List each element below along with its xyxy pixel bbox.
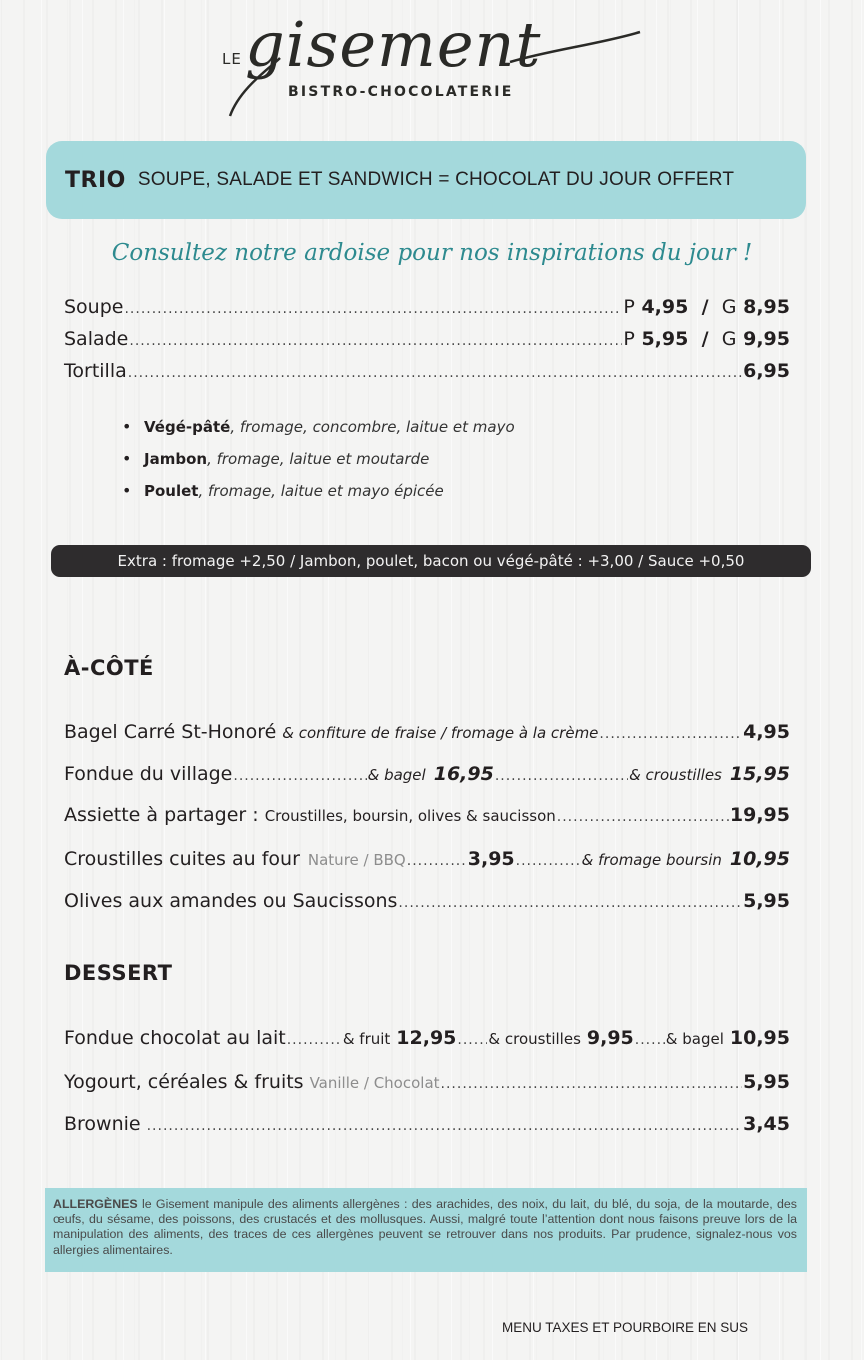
item-name: Fondue chocolat au lait: [64, 1027, 286, 1049]
item-price: 16,95: [433, 763, 494, 785]
leader-dots: [398, 895, 742, 911]
leader-dots: [635, 1032, 665, 1048]
tortilla-option: [122, 449, 429, 468]
item-price: 5,95: [743, 890, 790, 912]
leader-dots: [495, 768, 628, 784]
bullet-icon: •: [122, 449, 132, 468]
leader-dots: [441, 1076, 743, 1092]
allergens-text: le Gisement manipule des aliments allergènes : des arachides, des noix, du lait, du blé, du soja, de la moutarde, des œufs, du sésame, des poissons, des crustacés et des mollusques. Aussi, malgré toute l’attention dont nous faisons preuve lors de la manipulation des aliments, des traces de ces allergènes peuvent se retrouver dans nos produits. Par prudence, signalez-nous vos allergies alimentaires.: [53, 1197, 797, 1257]
item-option: & bagel: [367, 766, 426, 784]
tagline: Consultez notre ardoise pour nos inspirations du jour !: [111, 240, 753, 266]
option-desc: , fromage, concombre, laitue et mayo: [230, 418, 515, 436]
item-name: Olives aux amandes ou Saucissons: [64, 890, 398, 912]
logo-le: LE: [222, 50, 242, 68]
tortilla-option: [122, 481, 444, 500]
leader-dots: [516, 853, 581, 869]
menu-item-brownie: [64, 1113, 790, 1135]
menu-item-fondue-chocolat: [64, 1027, 790, 1049]
trio-text: SOUPE, SALADE ET SANDWICH = CHOCOLAT DU JOUR OFFERT: [137, 169, 735, 190]
item-option: & croustilles: [629, 766, 722, 784]
item-option: & fromage boursin: [581, 851, 722, 869]
price-separator: /: [701, 328, 709, 350]
item-price: 6,95: [743, 360, 790, 382]
menu-item-bagel: [64, 721, 790, 743]
menu-item-fondue-village: [64, 763, 790, 785]
option-desc: , fromage, laitue et mayo épicée: [198, 482, 444, 500]
menu-item-salade: [64, 328, 790, 350]
item-price: 15,95: [729, 763, 790, 785]
leader-dots: [128, 365, 742, 381]
item-name: Tortilla: [64, 360, 127, 382]
item-desc: & confiture de fraise / fromage à la crème: [282, 724, 599, 742]
leader-dots: [233, 768, 366, 784]
item-price: 10,95: [729, 848, 790, 870]
extra-text: Extra : fromage +2,50 / Jambon, poulet, bacon ou végé-pâté : +3,00 / Sauce +0,50: [117, 552, 745, 570]
item-option: & bagel: [665, 1030, 724, 1048]
bullet-icon: •: [122, 417, 132, 436]
option-name: Jambon: [144, 450, 208, 468]
item-name: Bagel Carré St-Honoré: [64, 721, 277, 743]
tortilla-option: [122, 417, 515, 436]
section-heading-dessert: DESSERT: [64, 961, 173, 985]
size-label: P: [623, 296, 635, 318]
option-name: Végé-pâté: [144, 418, 231, 436]
leader-dots: [407, 853, 467, 869]
item-price: 9,95: [586, 1027, 634, 1049]
leader-dots: [557, 809, 729, 825]
size-label: G: [721, 328, 737, 350]
item-price: 4,95: [641, 296, 689, 318]
item-option: & fruit: [342, 1030, 391, 1048]
leader-dots: [457, 1032, 487, 1048]
item-name: Assiette à partager :: [64, 804, 259, 826]
section-heading-a-cote: À-CÔTÉ: [64, 656, 154, 680]
item-variants: Nature / BBQ: [307, 851, 406, 869]
item-price: 5,95: [641, 328, 689, 350]
menu-item-croustilles: [64, 848, 790, 870]
leader-dots: [129, 333, 622, 349]
logo-swash-icon: [210, 28, 650, 128]
item-name: Yogourt, céréales & fruits: [64, 1071, 304, 1093]
item-price: 10,95: [729, 1027, 790, 1049]
menu-item-yogourt: [64, 1071, 790, 1093]
trio-label: TRIO: [65, 167, 126, 193]
size-label: G: [721, 296, 737, 318]
item-price: 8,95: [743, 296, 790, 318]
item-desc: Croustilles, boursin, olives & saucisson: [264, 807, 556, 825]
leader-dots: [599, 726, 742, 742]
item-price: 3,45: [743, 1113, 790, 1135]
allergens-notice: [45, 1188, 807, 1272]
menu-item-tortilla: [64, 360, 790, 382]
extra-bar: [51, 545, 811, 577]
item-name: Fondue du village: [64, 763, 233, 785]
logo-wordmark: gisement: [245, 8, 542, 81]
size-label: P: [623, 328, 635, 350]
item-name: Salade: [64, 328, 129, 350]
menu-item-olives: [64, 890, 790, 912]
trio-banner: [46, 141, 806, 219]
item-name: Soupe: [64, 296, 124, 318]
item-option: & croustilles: [488, 1030, 581, 1048]
menu-item-soupe: [64, 296, 790, 318]
item-price: 3,95: [467, 848, 515, 870]
item-price: 5,95: [743, 1071, 790, 1093]
item-name: Brownie: [64, 1113, 141, 1135]
bullet-icon: •: [122, 481, 132, 500]
menu-item-assiette: [64, 804, 790, 826]
option-desc: , fromage, laitue et moutarde: [207, 450, 430, 468]
item-price: 12,95: [396, 1027, 457, 1049]
leader-dots: [287, 1032, 342, 1048]
option-name: Poulet: [144, 482, 199, 500]
leader-dots: [124, 301, 622, 317]
item-price: 9,95: [743, 328, 790, 350]
footer-note: MENU TAXES ET POURBOIRE EN SUS: [502, 1320, 749, 1335]
allergens-label: ALLERGÈNES: [53, 1197, 138, 1211]
leader-dots: [147, 1118, 743, 1134]
item-name: Croustilles cuites au four: [64, 848, 300, 870]
item-price: 4,95: [743, 721, 790, 743]
item-price: 19,95: [729, 804, 790, 826]
price-separator: /: [701, 296, 709, 318]
item-variants: Vanille / Chocolat: [309, 1074, 440, 1092]
logo-subtitle: BISTRO-CHOCOLATERIE: [288, 84, 514, 100]
